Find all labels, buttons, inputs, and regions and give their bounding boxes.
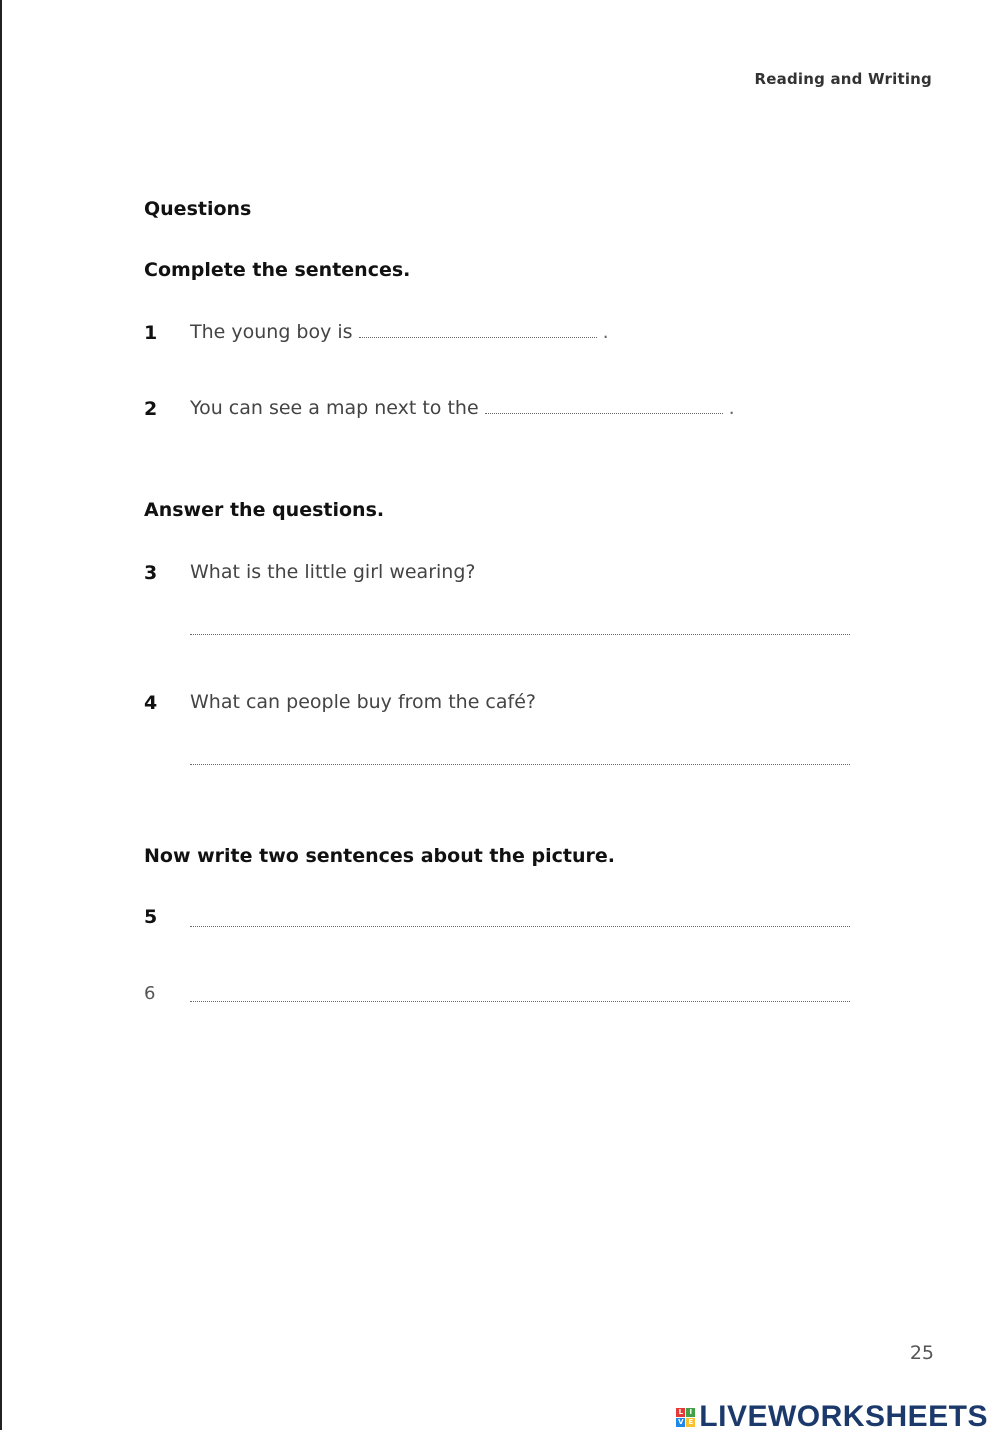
question-3-text: What is the little girl wearing? — [190, 561, 476, 583]
question-1-answer-blank[interactable] — [359, 323, 597, 338]
instruction-answer-questions: Answer the questions. — [144, 499, 385, 521]
question-number-2: 2 — [144, 398, 158, 420]
question-number-5: 5 — [144, 906, 158, 928]
question-6-answer-line[interactable] — [190, 1001, 850, 1002]
question-3-answer-line[interactable] — [190, 634, 850, 635]
question-1 — [190, 321, 609, 343]
logo-letter-i: I — [686, 1408, 695, 1417]
liveworksheets-logo-icon — [676, 1408, 695, 1427]
question-number-1: 1 — [144, 322, 158, 344]
logo-letter-e: E — [686, 1418, 695, 1427]
question-number-3: 3 — [144, 562, 158, 584]
logo-letter-l: L — [676, 1408, 685, 1417]
liveworksheets-brand[interactable] — [676, 1400, 988, 1434]
question-2-end-mark: . — [728, 397, 735, 419]
instruction-complete-sentences: Complete the sentences. — [144, 259, 411, 281]
question-2-text: You can see a map next to the — [190, 397, 479, 419]
question-4-text: What can people buy from the café? — [190, 691, 536, 713]
page-number: 25 — [909, 1342, 934, 1364]
question-2-answer-blank[interactable] — [485, 399, 723, 414]
question-5-answer-line[interactable] — [190, 926, 850, 927]
question-number-6: 6 — [144, 983, 156, 1004]
running-head: Reading and Writing — [754, 70, 932, 88]
question-1-end-mark: . — [602, 321, 609, 343]
question-number-4: 4 — [144, 692, 158, 714]
question-1-text: The young boy is — [190, 321, 353, 343]
instruction-write-sentences: Now write two sentences about the picture. — [144, 845, 616, 867]
section-title: Questions — [144, 198, 252, 220]
logo-letter-v: V — [678, 1417, 684, 1426]
page-edge-rule — [0, 0, 2, 1430]
question-4-answer-line[interactable] — [190, 764, 850, 765]
question-2 — [190, 397, 735, 419]
brand-name: LIVEWORKSHEETS — [699, 1400, 988, 1433]
